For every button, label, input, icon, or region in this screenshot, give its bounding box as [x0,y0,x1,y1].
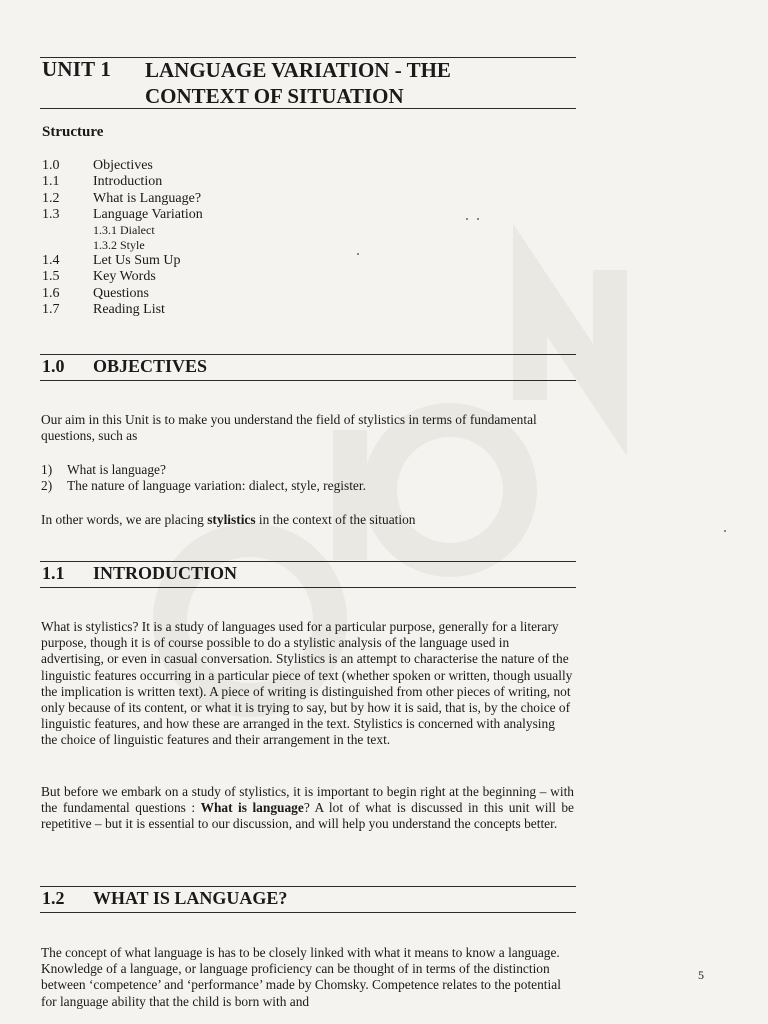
list-marker: 1) [41,462,53,477]
closing-text-end: in the context of the situation [255,512,416,527]
paragraph-bold-term: What is language [200,800,304,816]
toc-number: 1.6 [42,285,60,301]
section-rule [40,886,576,887]
section-number: 1.2 [42,888,65,908]
toc-label: Let Us Sum Up [93,253,181,269]
section-rule [40,561,576,562]
unit-number: UNIT 1 [42,57,112,81]
page-number: 5 [698,968,704,982]
toc-number: 1.7 [42,302,60,318]
unit-title-line-2: CONTEXT OF SITUATION [145,84,404,108]
section-heading-objectives [42,356,207,377]
what-is-language-paragraph: The concept of what language is has to be closely linked with what it means to know a language. Knowledge of a language, or language proficiency can be thought of in terms of the distinction between ‘competence’ and ‘performance’ made by Chomsky. Competence relates to the potential for language ability that the child is born with and [41,945,561,1009]
toc-item [42,286,342,302]
toc-number: 1.3 [42,206,60,222]
list-text: What is language? [67,462,166,477]
section-number: 1.0 [42,356,65,376]
list-item [41,478,541,494]
toc-item [42,253,342,269]
toc-label: Language Variation [93,206,203,222]
introduction-paragraph-2 [41,784,574,833]
section-rule [40,380,576,381]
toc-subitem [42,238,342,253]
scan-speck [357,253,359,255]
scan-speck [724,530,726,532]
paragraph-text: But before we embark on a study of stylistics, it is important to begin right at the beginning – with the fundamental questions : [41,784,574,816]
title-bottom-rule [40,108,576,109]
scan-speck [466,218,468,220]
toc-label: Reading List [93,302,165,318]
toc-item [42,158,342,174]
paragraph-text-end: ? A lot of what is discussed in this unit will be repetitive – but it is essential to our discussion, and will help you understand the concepts better. [41,800,574,832]
closing-bold-term: stylistics [207,512,256,527]
toc-label: Key Words [93,269,156,285]
toc-label: Questions [93,285,149,301]
toc-number: 1.2 [42,190,60,206]
section-title: OBJECTIVES [93,356,208,376]
toc-item [42,174,342,190]
structure-list [42,158,342,318]
toc-item [42,207,342,223]
section-rule [40,354,576,355]
closing-text: In other words, we are placing [41,512,208,527]
toc-number: 1.4 [42,253,60,269]
toc-number: 1.1 [42,174,60,190]
toc-label: What is Language? [93,190,202,206]
toc-label: 1.3.1 Dialect [93,223,155,238]
objectives-closing [41,512,574,528]
list-item [41,462,541,478]
toc-item [42,191,342,207]
toc-label: 1.3.2 Style [93,238,145,253]
toc-number: 1.0 [42,158,60,173]
section-rule [40,587,576,588]
list-text: The nature of language variation: dialect, style, register. [67,478,366,494]
toc-subitem [42,223,342,238]
toc-item [42,269,342,285]
structure-heading: Structure [42,124,104,140]
section-heading-what-is-language [42,888,287,909]
toc-number [42,223,93,238]
section-title: WHAT IS LANGUAGE? [93,888,288,908]
scan-speck [477,218,479,220]
section-number: 1.1 [42,563,65,583]
toc-label: Introduction [93,174,163,190]
section-title: INTRODUCTION [93,563,238,583]
unit-title [145,57,565,109]
toc-number: 1.5 [42,269,60,285]
list-marker: 2) [41,478,53,494]
objectives-list [41,462,541,494]
toc-label: Objectives [93,158,153,173]
section-heading-introduction [42,563,237,584]
toc-number [42,238,93,253]
introduction-paragraph-1: What is stylistics? It is a study of languages used for a particular purpose, generally for a literary purpose, though it is of course possible to do a stylistic analysis of the language used in advertising, or even in casual conversation. Stylistics is an attempt to characterise the nature of the linguistic features occurring in a particular piece of text (whether spoken or written, though usually the implication is written text). A piece of writing is distinguished from other pieces of writing, not only because of its content, or what it is trying to say, but by how it is said, that is, by the choice of linguistic features, and how these are arranged in the text. Stylistics is concerned with analysing the choice of linguistic features and their arrangement in the text. [41,619,573,748]
toc-item [42,302,342,318]
unit-title-line-1: LANGUAGE VARIATION - THE [145,58,451,82]
objectives-intro: Our aim in this Unit is to make you understand the field of stylistics in terms of fundamental questions, such as [41,412,537,444]
section-rule [40,912,576,913]
